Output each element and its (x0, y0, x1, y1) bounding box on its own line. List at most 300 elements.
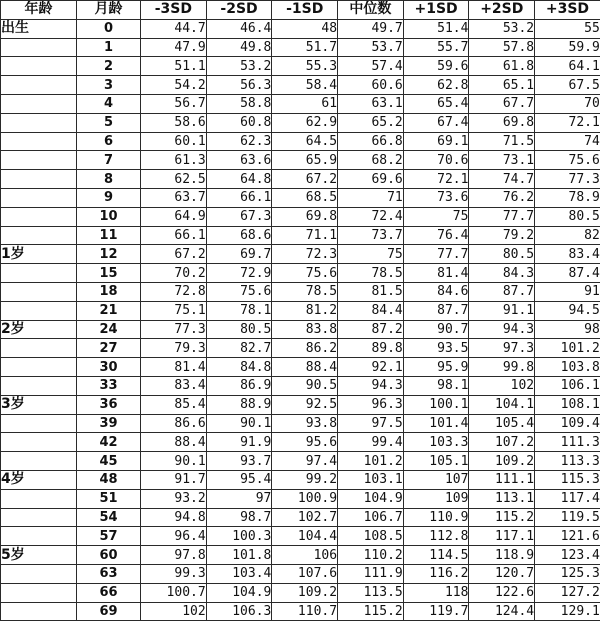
minus-1sd-cell: 104.4 (272, 527, 338, 546)
minus-3sd-cell: 56.7 (141, 94, 207, 113)
median-cell: 115.2 (338, 602, 404, 621)
minus-3sd-cell: 60.1 (141, 132, 207, 151)
header-plus-1sd: +1SD (403, 1, 469, 20)
plus-2sd-cell: 115.2 (469, 508, 535, 527)
age-cell (1, 207, 77, 226)
minus-3sd-cell: 63.7 (141, 188, 207, 207)
median-cell: 66.8 (338, 132, 404, 151)
median-cell: 84.4 (338, 301, 404, 320)
plus-3sd-cell: 125.3 (535, 564, 600, 583)
plus-1sd-cell: 81.4 (403, 264, 469, 283)
month-cell: 42 (77, 433, 141, 452)
age-cell (1, 452, 77, 471)
plus-3sd-cell: 91 (535, 282, 600, 301)
table-row (1, 508, 600, 527)
age-cell (1, 151, 77, 170)
plus-1sd-cell: 55.7 (403, 38, 469, 57)
month-cell: 45 (77, 452, 141, 471)
age-cell (1, 358, 77, 377)
minus-2sd-cell: 46.4 (206, 19, 272, 38)
minus-3sd-cell: 77.3 (141, 320, 207, 339)
plus-2sd-cell: 104.1 (469, 395, 535, 414)
plus-1sd-cell: 100.1 (403, 395, 469, 414)
plus-3sd-cell: 94.5 (535, 301, 600, 320)
age-cell (1, 301, 77, 320)
plus-2sd-cell: 77.7 (469, 207, 535, 226)
month-cell: 63 (77, 564, 141, 583)
plus-1sd-cell: 109 (403, 489, 469, 508)
plus-2sd-cell: 79.2 (469, 226, 535, 245)
age-cell (1, 264, 77, 283)
median-cell: 60.6 (338, 76, 404, 95)
plus-3sd-cell: 103.8 (535, 358, 600, 377)
plus-3sd-cell: 67.5 (535, 76, 600, 95)
plus-2sd-cell: 76.2 (469, 188, 535, 207)
minus-3sd-cell: 99.3 (141, 564, 207, 583)
age-cell (1, 339, 77, 358)
plus-1sd-cell: 73.6 (403, 188, 469, 207)
plus-1sd-cell: 119.7 (403, 602, 469, 621)
month-cell: 54 (77, 508, 141, 527)
plus-3sd-cell: 127.2 (535, 583, 600, 602)
minus-2sd-cell: 106.3 (206, 602, 272, 621)
minus-2sd-cell: 101.8 (206, 546, 272, 565)
age-cell (1, 76, 77, 95)
minus-3sd-cell: 66.1 (141, 226, 207, 245)
plus-2sd-cell: 67.7 (469, 94, 535, 113)
table-row (1, 151, 600, 170)
minus-1sd-cell: 100.9 (272, 489, 338, 508)
minus-2sd-cell: 91.9 (206, 433, 272, 452)
table-row (1, 282, 600, 301)
month-cell: 11 (77, 226, 141, 245)
plus-3sd-cell: 121.6 (535, 527, 600, 546)
plus-1sd-cell: 76.4 (403, 226, 469, 245)
age-cell (1, 508, 77, 527)
minus-2sd-cell: 62.3 (206, 132, 272, 151)
median-cell: 87.2 (338, 320, 404, 339)
minus-1sd-cell: 78.5 (272, 282, 338, 301)
table-row (1, 470, 600, 489)
plus-1sd-cell: 70.6 (403, 151, 469, 170)
plus-1sd-cell: 95.9 (403, 358, 469, 377)
table-row (1, 395, 600, 414)
minus-1sd-cell: 65.9 (272, 151, 338, 170)
minus-1sd-cell: 72.3 (272, 245, 338, 264)
minus-2sd-cell: 95.4 (206, 470, 272, 489)
age-cell (1, 489, 77, 508)
plus-3sd-cell: 64.1 (535, 57, 600, 76)
month-cell: 15 (77, 264, 141, 283)
plus-3sd-cell: 113.3 (535, 452, 600, 471)
table-row (1, 489, 600, 508)
minus-1sd-cell: 58.4 (272, 76, 338, 95)
plus-2sd-cell: 120.7 (469, 564, 535, 583)
minus-3sd-cell: 85.4 (141, 395, 207, 414)
plus-2sd-cell: 71.5 (469, 132, 535, 151)
plus-2sd-cell: 117.1 (469, 527, 535, 546)
median-cell: 96.3 (338, 395, 404, 414)
table-row (1, 188, 600, 207)
plus-3sd-cell: 83.4 (535, 245, 600, 264)
plus-3sd-cell: 70 (535, 94, 600, 113)
median-cell: 103.1 (338, 470, 404, 489)
plus-3sd-cell: 111.3 (535, 433, 600, 452)
minus-2sd-cell: 78.1 (206, 301, 272, 320)
age-cell (1, 94, 77, 113)
median-cell: 106.7 (338, 508, 404, 527)
minus-1sd-cell: 106 (272, 546, 338, 565)
minus-2sd-cell: 93.7 (206, 452, 272, 471)
minus-2sd-cell: 98.7 (206, 508, 272, 527)
plus-2sd-cell: 107.2 (469, 433, 535, 452)
month-cell: 48 (77, 470, 141, 489)
month-cell: 4 (77, 94, 141, 113)
plus-3sd-cell: 55 (535, 19, 600, 38)
plus-1sd-cell: 110.9 (403, 508, 469, 527)
age-cell (1, 602, 77, 621)
month-cell: 10 (77, 207, 141, 226)
median-cell: 68.2 (338, 151, 404, 170)
plus-2sd-cell: 97.3 (469, 339, 535, 358)
minus-2sd-cell: 64.8 (206, 170, 272, 189)
table-row (1, 339, 600, 358)
table-row (1, 57, 600, 76)
minus-2sd-cell: 53.2 (206, 57, 272, 76)
minus-1sd-cell: 86.2 (272, 339, 338, 358)
minus-1sd-cell: 97.4 (272, 452, 338, 471)
header-age: 年龄 (1, 1, 77, 20)
plus-1sd-cell: 69.1 (403, 132, 469, 151)
minus-3sd-cell: 86.6 (141, 414, 207, 433)
median-cell: 78.5 (338, 264, 404, 283)
median-cell: 104.9 (338, 489, 404, 508)
age-cell: 4岁 (1, 470, 77, 489)
plus-3sd-cell: 78.9 (535, 188, 600, 207)
plus-2sd-cell: 84.3 (469, 264, 535, 283)
month-cell: 30 (77, 358, 141, 377)
plus-3sd-cell: 75.6 (535, 151, 600, 170)
table-row (1, 527, 600, 546)
minus-1sd-cell: 83.8 (272, 320, 338, 339)
month-cell: 3 (77, 76, 141, 95)
minus-2sd-cell: 75.6 (206, 282, 272, 301)
table-row (1, 602, 600, 621)
minus-1sd-cell: 88.4 (272, 358, 338, 377)
month-cell: 9 (77, 188, 141, 207)
table-row (1, 264, 600, 283)
minus-1sd-cell: 93.8 (272, 414, 338, 433)
table-row (1, 38, 600, 57)
minus-2sd-cell: 72.9 (206, 264, 272, 283)
minus-2sd-cell: 84.8 (206, 358, 272, 377)
minus-3sd-cell: 44.7 (141, 19, 207, 38)
median-cell: 99.4 (338, 433, 404, 452)
plus-1sd-cell: 107 (403, 470, 469, 489)
minus-3sd-cell: 79.3 (141, 339, 207, 358)
minus-1sd-cell: 48 (272, 19, 338, 38)
age-cell: 3岁 (1, 395, 77, 414)
plus-1sd-cell: 67.4 (403, 113, 469, 132)
month-cell: 36 (77, 395, 141, 414)
minus-2sd-cell: 104.9 (206, 583, 272, 602)
plus-1sd-cell: 90.7 (403, 320, 469, 339)
minus-1sd-cell: 71.1 (272, 226, 338, 245)
plus-3sd-cell: 123.4 (535, 546, 600, 565)
median-cell: 110.2 (338, 546, 404, 565)
age-cell (1, 433, 77, 452)
plus-2sd-cell: 61.8 (469, 57, 535, 76)
age-cell (1, 188, 77, 207)
plus-2sd-cell: 105.4 (469, 414, 535, 433)
minus-3sd-cell: 51.1 (141, 57, 207, 76)
minus-2sd-cell: 56.3 (206, 76, 272, 95)
median-cell: 113.5 (338, 583, 404, 602)
table-row (1, 414, 600, 433)
minus-2sd-cell: 68.6 (206, 226, 272, 245)
plus-1sd-cell: 101.4 (403, 414, 469, 433)
minus-1sd-cell: 55.3 (272, 57, 338, 76)
median-cell: 72.4 (338, 207, 404, 226)
table-row (1, 113, 600, 132)
minus-3sd-cell: 70.2 (141, 264, 207, 283)
header-minus-1sd: -1SD (272, 1, 338, 20)
age-cell (1, 226, 77, 245)
month-cell: 6 (77, 132, 141, 151)
plus-3sd-cell: 101.2 (535, 339, 600, 358)
plus-1sd-cell: 59.6 (403, 57, 469, 76)
age-cell (1, 57, 77, 76)
header-plus-2sd: +2SD (469, 1, 535, 20)
plus-2sd-cell: 102 (469, 376, 535, 395)
median-cell: 71 (338, 188, 404, 207)
plus-3sd-cell: 108.1 (535, 395, 600, 414)
plus-1sd-cell: 118 (403, 583, 469, 602)
minus-2sd-cell: 82.7 (206, 339, 272, 358)
minus-1sd-cell: 61 (272, 94, 338, 113)
median-cell: 101.2 (338, 452, 404, 471)
plus-1sd-cell: 72.1 (403, 170, 469, 189)
plus-3sd-cell: 87.4 (535, 264, 600, 283)
minus-1sd-cell: 69.8 (272, 207, 338, 226)
median-cell: 69.6 (338, 170, 404, 189)
plus-1sd-cell: 87.7 (403, 301, 469, 320)
minus-2sd-cell: 88.9 (206, 395, 272, 414)
minus-1sd-cell: 99.2 (272, 470, 338, 489)
plus-1sd-cell: 84.6 (403, 282, 469, 301)
age-cell (1, 527, 77, 546)
plus-2sd-cell: 109.2 (469, 452, 535, 471)
minus-3sd-cell: 47.9 (141, 38, 207, 57)
month-cell: 33 (77, 376, 141, 395)
minus-3sd-cell: 67.2 (141, 245, 207, 264)
month-cell: 18 (77, 282, 141, 301)
minus-3sd-cell: 90.1 (141, 452, 207, 471)
minus-1sd-cell: 92.5 (272, 395, 338, 414)
minus-1sd-cell: 68.5 (272, 188, 338, 207)
minus-3sd-cell: 102 (141, 602, 207, 621)
plus-2sd-cell: 69.8 (469, 113, 535, 132)
plus-2sd-cell: 74.7 (469, 170, 535, 189)
plus-1sd-cell: 114.5 (403, 546, 469, 565)
plus-3sd-cell: 109.4 (535, 414, 600, 433)
month-cell: 0 (77, 19, 141, 38)
age-cell (1, 376, 77, 395)
minus-3sd-cell: 54.2 (141, 76, 207, 95)
plus-2sd-cell: 73.1 (469, 151, 535, 170)
plus-1sd-cell: 51.4 (403, 19, 469, 38)
plus-2sd-cell: 113.1 (469, 489, 535, 508)
plus-3sd-cell: 98 (535, 320, 600, 339)
minus-3sd-cell: 94.8 (141, 508, 207, 527)
table-row (1, 452, 600, 471)
month-cell: 2 (77, 57, 141, 76)
header-row (1, 1, 600, 20)
month-cell: 24 (77, 320, 141, 339)
table-body (1, 19, 600, 621)
plus-2sd-cell: 118.9 (469, 546, 535, 565)
plus-3sd-cell: 119.5 (535, 508, 600, 527)
table-row (1, 19, 600, 38)
table-row (1, 320, 600, 339)
age-cell: 5岁 (1, 546, 77, 565)
plus-1sd-cell: 93.5 (403, 339, 469, 358)
header-minus-3sd: -3SD (141, 1, 207, 20)
plus-1sd-cell: 62.8 (403, 76, 469, 95)
median-cell: 81.5 (338, 282, 404, 301)
median-cell: 49.7 (338, 19, 404, 38)
minus-2sd-cell: 49.8 (206, 38, 272, 57)
table-row (1, 132, 600, 151)
month-cell: 21 (77, 301, 141, 320)
age-cell (1, 583, 77, 602)
month-cell: 51 (77, 489, 141, 508)
minus-3sd-cell: 75.1 (141, 301, 207, 320)
median-cell: 65.2 (338, 113, 404, 132)
minus-3sd-cell: 62.5 (141, 170, 207, 189)
minus-3sd-cell: 100.7 (141, 583, 207, 602)
plus-2sd-cell: 57.8 (469, 38, 535, 57)
table-row (1, 226, 600, 245)
minus-1sd-cell: 81.2 (272, 301, 338, 320)
header-minus-2sd: -2SD (206, 1, 272, 20)
minus-1sd-cell: 67.2 (272, 170, 338, 189)
median-cell: 94.3 (338, 376, 404, 395)
plus-3sd-cell: 82 (535, 226, 600, 245)
median-cell: 57.4 (338, 57, 404, 76)
minus-2sd-cell: 58.8 (206, 94, 272, 113)
minus-2sd-cell: 100.3 (206, 527, 272, 546)
plus-2sd-cell: 94.3 (469, 320, 535, 339)
table-row (1, 94, 600, 113)
median-cell: 53.7 (338, 38, 404, 57)
age-cell (1, 414, 77, 433)
month-cell: 1 (77, 38, 141, 57)
plus-2sd-cell: 124.4 (469, 602, 535, 621)
minus-1sd-cell: 75.6 (272, 264, 338, 283)
plus-3sd-cell: 74 (535, 132, 600, 151)
plus-2sd-cell: 111.1 (469, 470, 535, 489)
plus-3sd-cell: 77.3 (535, 170, 600, 189)
plus-1sd-cell: 112.8 (403, 527, 469, 546)
table-row (1, 546, 600, 565)
minus-2sd-cell: 66.1 (206, 188, 272, 207)
minus-2sd-cell: 97 (206, 489, 272, 508)
minus-1sd-cell: 62.9 (272, 113, 338, 132)
age-cell (1, 170, 77, 189)
month-cell: 60 (77, 546, 141, 565)
month-cell: 8 (77, 170, 141, 189)
minus-3sd-cell: 81.4 (141, 358, 207, 377)
plus-2sd-cell: 99.8 (469, 358, 535, 377)
minus-2sd-cell: 67.3 (206, 207, 272, 226)
age-cell (1, 282, 77, 301)
median-cell: 89.8 (338, 339, 404, 358)
plus-1sd-cell: 116.2 (403, 564, 469, 583)
plus-2sd-cell: 53.2 (469, 19, 535, 38)
minus-3sd-cell: 58.6 (141, 113, 207, 132)
median-cell: 97.5 (338, 414, 404, 433)
minus-2sd-cell: 80.5 (206, 320, 272, 339)
minus-3sd-cell: 61.3 (141, 151, 207, 170)
plus-2sd-cell: 122.6 (469, 583, 535, 602)
minus-1sd-cell: 102.7 (272, 508, 338, 527)
header-month: 月龄 (77, 1, 141, 20)
table-row (1, 170, 600, 189)
table-row (1, 245, 600, 264)
table-row (1, 207, 600, 226)
plus-1sd-cell: 103.3 (403, 433, 469, 452)
month-cell: 7 (77, 151, 141, 170)
minus-3sd-cell: 91.7 (141, 470, 207, 489)
plus-3sd-cell: 115.3 (535, 470, 600, 489)
median-cell: 111.9 (338, 564, 404, 583)
plus-3sd-cell: 129.1 (535, 602, 600, 621)
minus-2sd-cell: 60.8 (206, 113, 272, 132)
minus-1sd-cell: 51.7 (272, 38, 338, 57)
minus-1sd-cell: 95.6 (272, 433, 338, 452)
median-cell: 75 (338, 245, 404, 264)
plus-1sd-cell: 77.7 (403, 245, 469, 264)
minus-1sd-cell: 109.2 (272, 583, 338, 602)
minus-3sd-cell: 83.4 (141, 376, 207, 395)
month-cell: 12 (77, 245, 141, 264)
plus-2sd-cell: 65.1 (469, 76, 535, 95)
minus-3sd-cell: 93.2 (141, 489, 207, 508)
month-cell: 69 (77, 602, 141, 621)
table-row (1, 358, 600, 377)
month-cell: 57 (77, 527, 141, 546)
table-row (1, 301, 600, 320)
median-cell: 108.5 (338, 527, 404, 546)
median-cell: 73.7 (338, 226, 404, 245)
minus-3sd-cell: 97.8 (141, 546, 207, 565)
median-cell: 63.1 (338, 94, 404, 113)
table-row (1, 376, 600, 395)
age-cell (1, 132, 77, 151)
month-cell: 5 (77, 113, 141, 132)
age-cell (1, 38, 77, 57)
minus-2sd-cell: 63.6 (206, 151, 272, 170)
table-row (1, 583, 600, 602)
plus-3sd-cell: 59.9 (535, 38, 600, 57)
table-row (1, 76, 600, 95)
plus-1sd-cell: 65.4 (403, 94, 469, 113)
header-median: 中位数 (338, 1, 404, 20)
age-cell: 出生 (1, 19, 77, 38)
plus-1sd-cell: 98.1 (403, 376, 469, 395)
minus-3sd-cell: 64.9 (141, 207, 207, 226)
